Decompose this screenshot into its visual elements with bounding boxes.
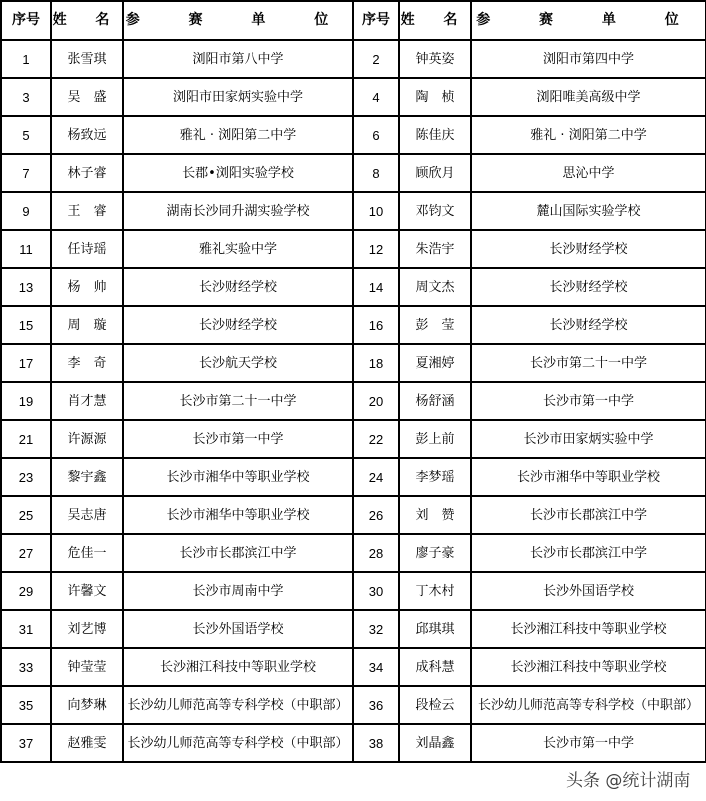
entry-unit: 长沙市长郡滨江中学 — [471, 534, 706, 572]
entry-unit: 浏阳市田家炳实验中学 — [123, 78, 353, 116]
entry-number: 20 — [353, 382, 399, 420]
entry-number: 30 — [353, 572, 399, 610]
entry-name: 成科慧 — [399, 648, 471, 686]
entry-number: 26 — [353, 496, 399, 534]
entry-number: 34 — [353, 648, 399, 686]
entry-unit: 长沙市第一中学 — [123, 420, 353, 458]
entry-number: 6 — [353, 116, 399, 154]
entry-name: 李 奇 — [51, 344, 123, 382]
entry-name: 钟莹莹 — [51, 648, 123, 686]
entry-name: 杨致远 — [51, 116, 123, 154]
entry-number: 8 — [353, 154, 399, 192]
entry-number: 18 — [353, 344, 399, 382]
table-row — [1, 382, 706, 420]
entry-name: 许馨文 — [51, 572, 123, 610]
entry-unit: 长沙财经学校 — [123, 268, 353, 306]
entry-unit: 长沙市田家炳实验中学 — [471, 420, 706, 458]
entry-unit: 浏阳市第四中学 — [471, 40, 706, 78]
entry-name: 赵雅雯 — [51, 724, 123, 762]
entry-name: 吴 盛 — [51, 78, 123, 116]
entry-number: 17 — [1, 344, 51, 382]
entry-number: 9 — [1, 192, 51, 230]
entry-number: 31 — [1, 610, 51, 648]
table-row — [1, 78, 706, 116]
entry-number: 19 — [1, 382, 51, 420]
entry-unit: 长沙湘江科技中等职业学校 — [471, 648, 706, 686]
entry-name: 刘 赞 — [399, 496, 471, 534]
entry-number: 13 — [1, 268, 51, 306]
entry-unit: 长沙市湘华中等职业学校 — [471, 458, 706, 496]
entry-unit: 雅礼 · 浏阳第二中学 — [123, 116, 353, 154]
table-row — [1, 306, 706, 344]
entry-number: 15 — [1, 306, 51, 344]
entry-unit: 长沙湘江科技中等职业学校 — [471, 610, 706, 648]
entry-unit: 长沙市第二十一中学 — [123, 382, 353, 420]
entry-name: 周 璇 — [51, 306, 123, 344]
entry-number: 22 — [353, 420, 399, 458]
entry-number: 12 — [353, 230, 399, 268]
entry-number: 33 — [1, 648, 51, 686]
entry-name: 邱琪琪 — [399, 610, 471, 648]
table-row — [1, 192, 706, 230]
entry-name: 彭 莹 — [399, 306, 471, 344]
entry-unit: 雅礼实验中学 — [123, 230, 353, 268]
header-name: 姓 名 — [51, 1, 123, 40]
entry-number: 10 — [353, 192, 399, 230]
entry-unit: 长沙市第二十一中学 — [471, 344, 706, 382]
entry-unit: 雅礼 · 浏阳第二中学 — [471, 116, 706, 154]
entry-number: 25 — [1, 496, 51, 534]
entry-unit: 长沙财经学校 — [471, 306, 706, 344]
entry-name: 夏湘婷 — [399, 344, 471, 382]
entry-unit: 长郡•浏阳实验学校 — [123, 154, 353, 192]
entry-name: 钟英姿 — [399, 40, 471, 78]
entry-name: 肖才慧 — [51, 382, 123, 420]
entry-number: 23 — [1, 458, 51, 496]
table-row — [1, 458, 706, 496]
table-row — [1, 420, 706, 458]
table-row — [1, 610, 706, 648]
table-row — [1, 230, 706, 268]
table-row — [1, 40, 706, 78]
table-row — [1, 268, 706, 306]
entry-unit: 长沙市湘华中等职业学校 — [123, 458, 353, 496]
table-row — [1, 344, 706, 382]
entry-name: 陈佳庆 — [399, 116, 471, 154]
header-unit: 参 赛 单 位 — [123, 1, 353, 40]
entry-number: 2 — [353, 40, 399, 78]
table-row — [1, 686, 706, 724]
entry-number: 36 — [353, 686, 399, 724]
table-row — [1, 724, 706, 762]
entry-number: 3 — [1, 78, 51, 116]
entry-number: 27 — [1, 534, 51, 572]
entry-name: 黎宇鑫 — [51, 458, 123, 496]
entry-unit: 思沁中学 — [471, 154, 706, 192]
entry-unit: 长沙市第一中学 — [471, 382, 706, 420]
entry-name: 周文杰 — [399, 268, 471, 306]
header-no: 序号 — [1, 1, 51, 40]
entry-unit: 长沙外国语学校 — [471, 572, 706, 610]
entry-number: 35 — [1, 686, 51, 724]
entry-unit: 长沙财经学校 — [123, 306, 353, 344]
table-row — [1, 116, 706, 154]
entry-unit: 长沙财经学校 — [471, 268, 706, 306]
entry-number: 38 — [353, 724, 399, 762]
entry-unit: 长沙幼儿师范高等专科学校（中职部） — [471, 686, 706, 724]
entry-number: 4 — [353, 78, 399, 116]
entry-name: 吴志唐 — [51, 496, 123, 534]
entry-unit: 长沙市长郡滨江中学 — [471, 496, 706, 534]
entry-number: 21 — [1, 420, 51, 458]
table-row — [1, 154, 706, 192]
entry-unit: 长沙市周南中学 — [123, 572, 353, 610]
entry-unit: 长沙市第一中学 — [471, 724, 706, 762]
entry-name: 许源源 — [51, 420, 123, 458]
table-row — [1, 496, 706, 534]
entry-number: 29 — [1, 572, 51, 610]
entry-name: 丁木村 — [399, 572, 471, 610]
entry-name: 顾欣月 — [399, 154, 471, 192]
entry-name: 危佳一 — [51, 534, 123, 572]
table-row — [1, 572, 706, 610]
header-unit: 参 赛 单 位 — [471, 1, 706, 40]
watermark: 头条 @统计湖南 — [566, 771, 691, 791]
entry-number: 5 — [1, 116, 51, 154]
entry-number: 1 — [1, 40, 51, 78]
entry-name: 李梦瑶 — [399, 458, 471, 496]
entry-unit: 长沙航天学校 — [123, 344, 353, 382]
entry-name: 任诗瑶 — [51, 230, 123, 268]
entry-number: 28 — [353, 534, 399, 572]
entry-unit: 长沙财经学校 — [471, 230, 706, 268]
entry-number: 37 — [1, 724, 51, 762]
entry-name: 段检云 — [399, 686, 471, 724]
entry-name: 彭上前 — [399, 420, 471, 458]
entry-name: 朱浩宇 — [399, 230, 471, 268]
entry-name: 杨舒涵 — [399, 382, 471, 420]
entry-number: 32 — [353, 610, 399, 648]
entry-name: 林子睿 — [51, 154, 123, 192]
entry-number: 7 — [1, 154, 51, 192]
entry-name: 王 睿 — [51, 192, 123, 230]
entry-unit: 麓山国际实验学校 — [471, 192, 706, 230]
entry-unit: 长沙市长郡滨江中学 — [123, 534, 353, 572]
entry-unit: 长沙湘江科技中等职业学校 — [123, 648, 353, 686]
entry-name: 向梦琳 — [51, 686, 123, 724]
entry-unit: 长沙外国语学校 — [123, 610, 353, 648]
entry-name: 张雪琪 — [51, 40, 123, 78]
header-row — [1, 1, 706, 40]
entry-name: 刘晶鑫 — [399, 724, 471, 762]
entry-unit: 长沙市湘华中等职业学校 — [123, 496, 353, 534]
entry-name: 陶 桢 — [399, 78, 471, 116]
header-no: 序号 — [353, 1, 399, 40]
entry-number: 16 — [353, 306, 399, 344]
entry-number: 24 — [353, 458, 399, 496]
header-name: 姓 名 — [399, 1, 471, 40]
table-row — [1, 534, 706, 572]
entry-unit: 湖南长沙同升湖实验学校 — [123, 192, 353, 230]
table-row — [1, 648, 706, 686]
entry-name: 邓钧文 — [399, 192, 471, 230]
entry-name: 刘艺博 — [51, 610, 123, 648]
entry-unit: 长沙幼儿师范高等专科学校（中职部） — [123, 724, 353, 762]
entry-name: 杨 帅 — [51, 268, 123, 306]
entry-unit: 长沙幼儿师范高等专科学校（中职部） — [123, 686, 353, 724]
entry-unit: 浏阳市第八中学 — [123, 40, 353, 78]
entry-name: 廖子豪 — [399, 534, 471, 572]
entry-number: 14 — [353, 268, 399, 306]
entry-number: 11 — [1, 230, 51, 268]
entry-unit: 浏阳唯美高级中学 — [471, 78, 706, 116]
